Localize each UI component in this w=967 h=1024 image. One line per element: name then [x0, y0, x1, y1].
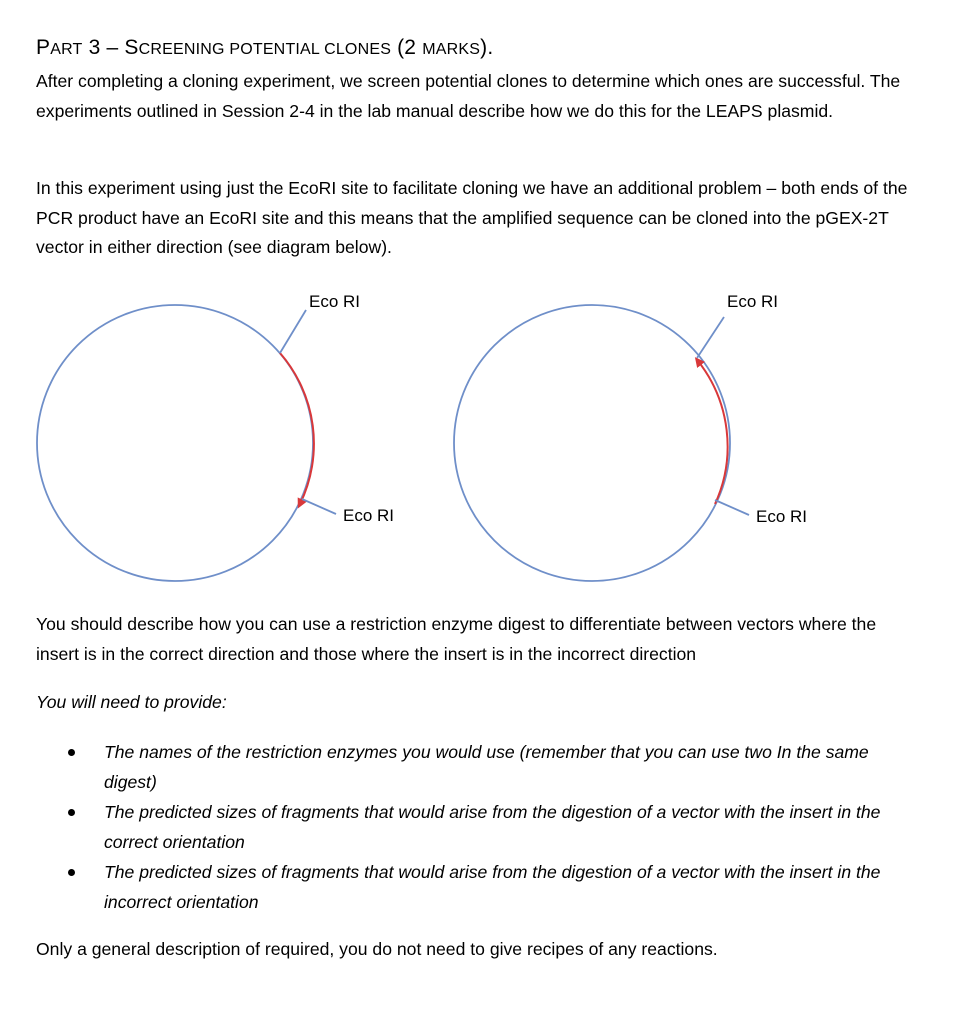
requirements-list	[0, 738, 967, 918]
plasmid-diagram	[0, 280, 967, 600]
heading-part: CREENING POTENTIAL CLONES	[138, 41, 392, 58]
left-vector-circle	[37, 305, 313, 581]
bullet-icon	[68, 809, 75, 816]
list-item	[0, 738, 904, 797]
left-bottom-ecori-label: Eco RI	[343, 506, 395, 525]
bullet-icon	[68, 749, 75, 756]
task-paragraph: You should describe how you can use a restriction enzyme digest to differentiate between vectors where the insert is in the correct direction and those where the insert is in the incorrect direction	[36, 614, 877, 664]
closing-note: Only a general description of required, you do not need to give recipes of any reactions.	[36, 939, 718, 959]
right-top-ecori-line	[697, 317, 724, 358]
heading-part: ART	[50, 41, 83, 58]
right-bottom-ecori-line	[715, 500, 749, 515]
right-plasmid	[454, 292, 807, 581]
left-insert-arc	[280, 353, 314, 504]
right-top-ecori-label: Eco RI	[727, 292, 779, 311]
left-bottom-ecori-line	[302, 499, 336, 514]
heading-part: MARKS	[422, 41, 481, 58]
bullet-icon	[68, 869, 75, 876]
intro-paragraph: After completing a cloning experiment, we screen potential clones to determine which ones are successful. The experiments outlined in Session 2-4 in the lab manual describe how we do this for the LEAPS plasmid.	[36, 71, 901, 121]
heading-part: P	[36, 36, 51, 59]
section-heading	[36, 33, 493, 65]
heading-part: 3 –	[82, 36, 125, 59]
heading-part: S	[124, 36, 139, 59]
left-top-ecori-label: Eco RI	[309, 292, 361, 311]
list-item	[0, 798, 904, 857]
right-insert-arc	[698, 361, 728, 504]
heading-part: ).	[480, 36, 494, 59]
list-item-text: The predicted sizes of fragments that would arise from the digestion of a vector with the insert in the incorrect orientation	[104, 862, 881, 912]
right-bottom-ecori-label: Eco RI	[756, 507, 808, 526]
list-item-text: The names of the restriction enzymes you would use (remember that you can use two In the same digest)	[104, 742, 869, 792]
list-item-text: The predicted sizes of fragments that would arise from the digestion of a vector with the insert in the correct orientation	[104, 802, 881, 852]
problem-paragraph: In this experiment using just the EcoRI site to facilitate cloning we have an additional problem – both ends of the PCR product have an EcoRI site and this means that the amplified sequence can be cloned into the pGEX-2T vector in either direction (see diagram below).	[36, 178, 908, 257]
right-vector-circle	[454, 305, 730, 581]
left-plasmid	[37, 292, 394, 581]
list-item	[0, 858, 904, 917]
left-top-ecori-line	[280, 310, 306, 353]
heading-part: (2	[391, 36, 423, 59]
requirements-heading: You will need to provide:	[36, 692, 227, 712]
